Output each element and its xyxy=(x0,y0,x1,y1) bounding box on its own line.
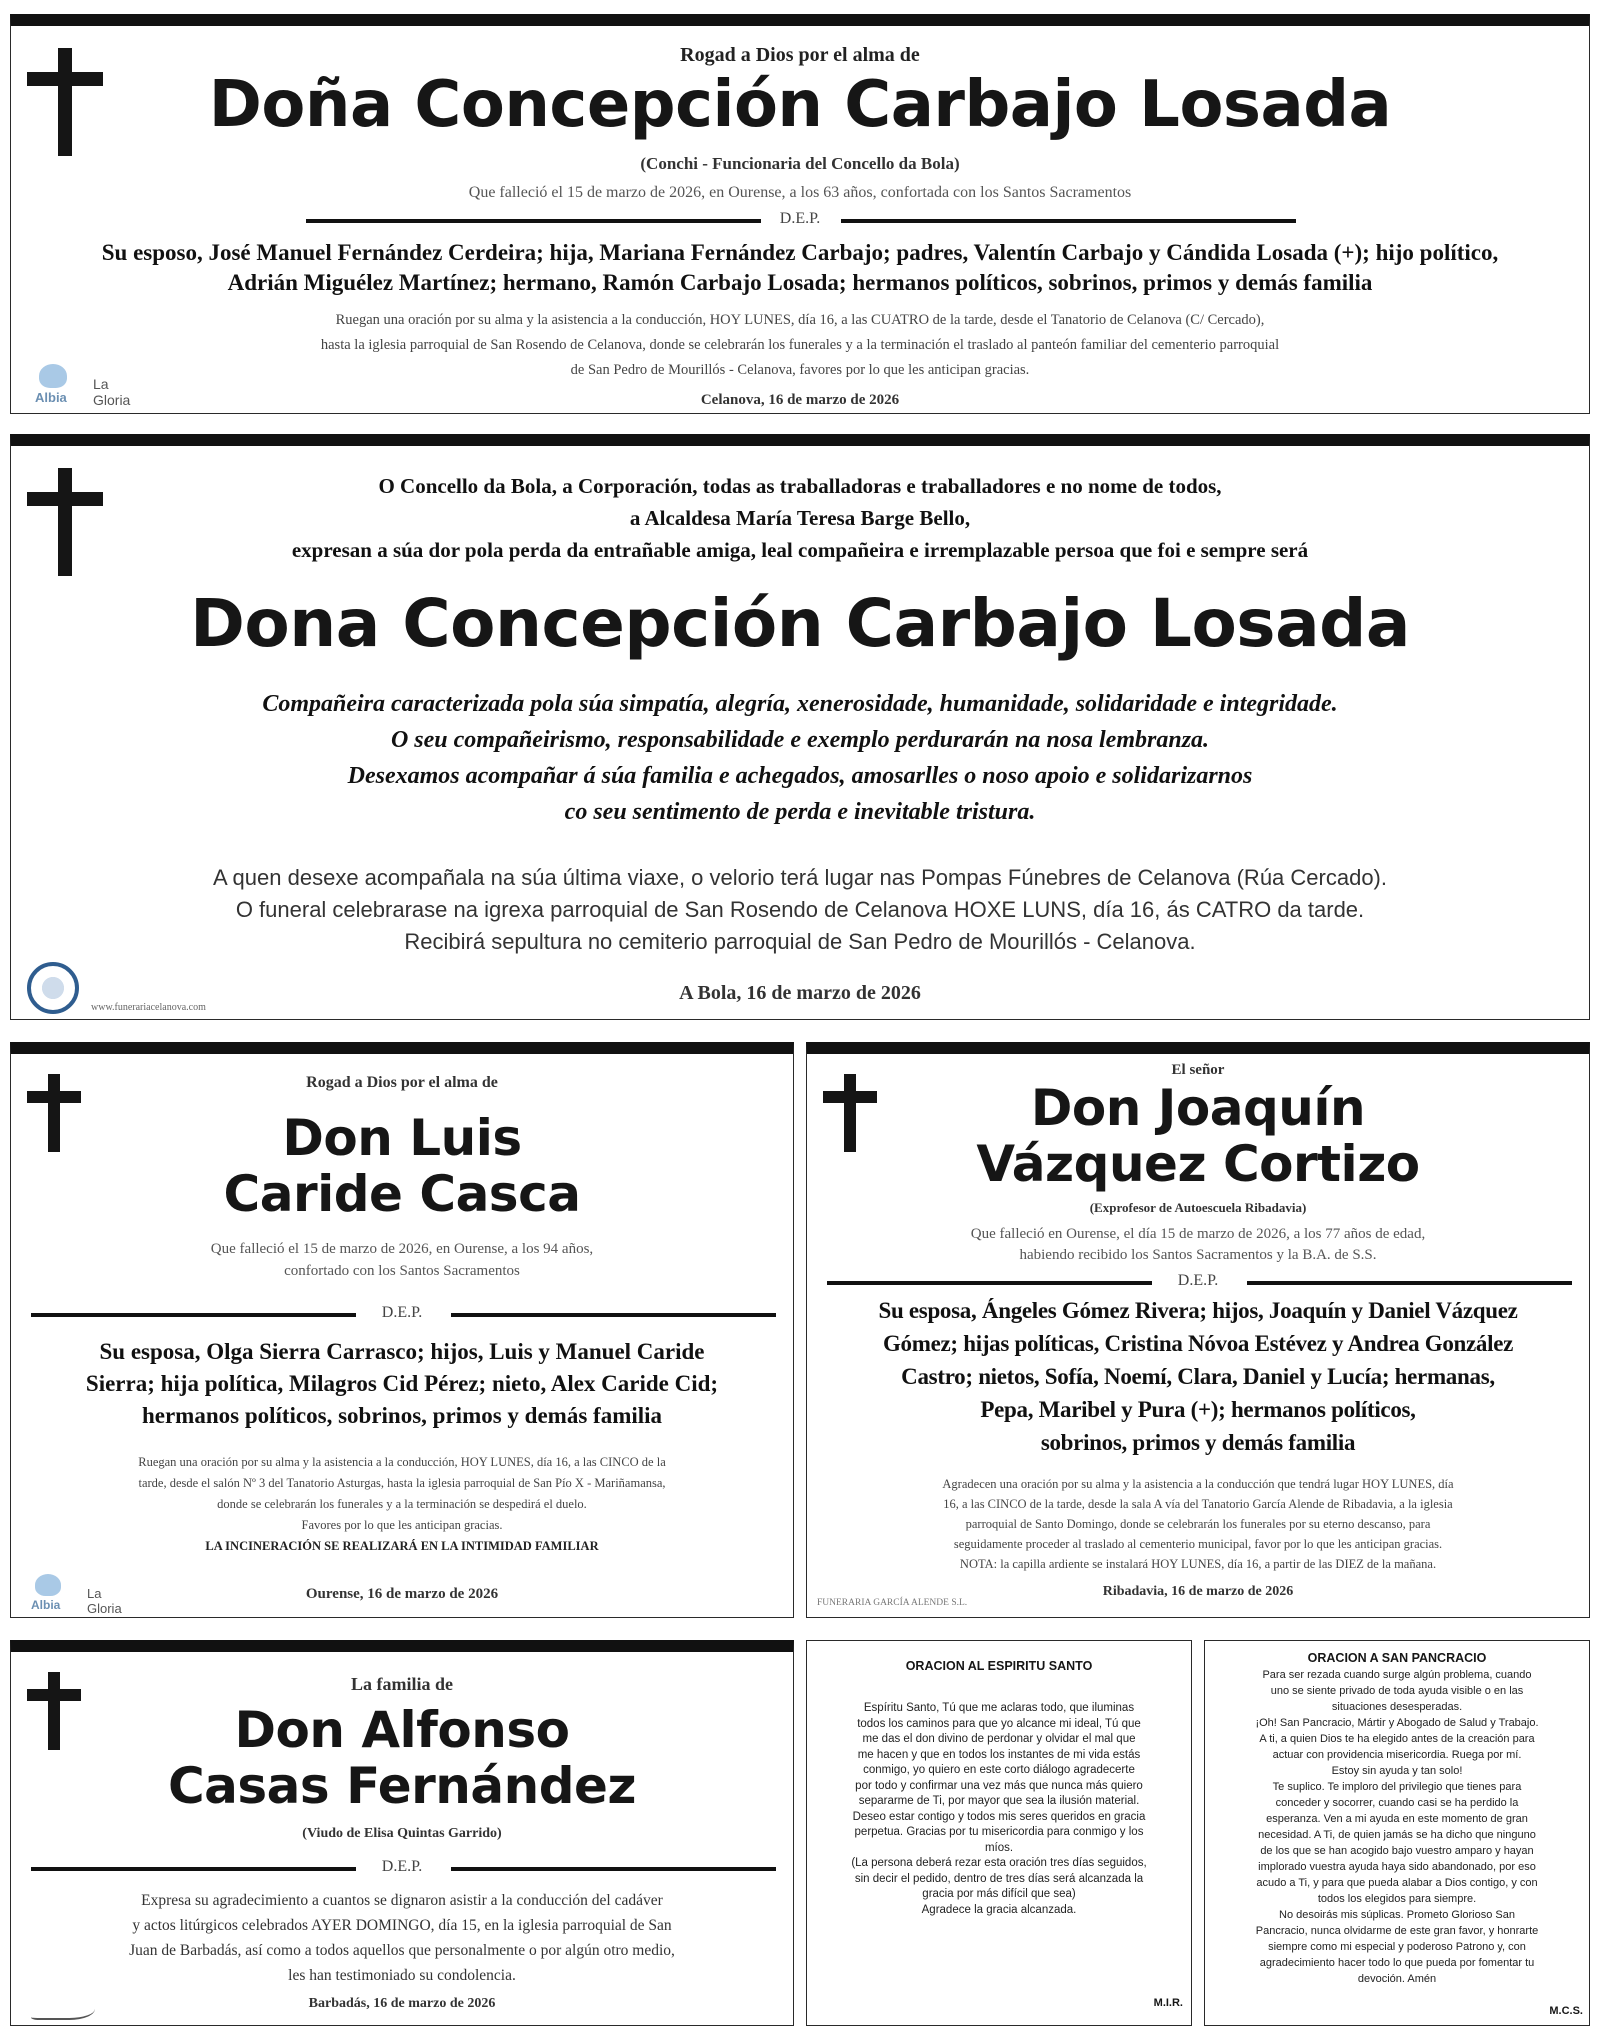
dep-label: D.E.P. xyxy=(1177,1272,1219,1289)
prayer-line: conmigo, yo quiero en este corto diálogo agradecerte xyxy=(863,1764,1135,1776)
place-date: Ribadavia, 16 de marzo de 2026 xyxy=(1102,1584,1294,1599)
dep-divider xyxy=(11,210,1589,228)
prayer-line: No desoirás mis súplicas. Prometo Glorioso San xyxy=(1279,1909,1515,1921)
ceremony-details: Agradecen una oración por su alma y la asistencia a la conducción que tendrá lugar HOY LUNES, día 16, a las CINCO de la tarde, desde la sala A vía del Tanatorio García Alende de Ribadavia, a la iglesia parroquial de Santo Domingo, donde se celebrarán los funerales por su eterno descanso, para seguidamente proceder al traslado al cementerio municipal, favor por lo que les anticipan gracias. NOTA: la capilla ardiente se instalará HOY LUNES, día 16, a partir de las DIEZ de la mañana. xyxy=(942,1477,1454,1571)
place-date: A Bola, 16 de marzo de 2026 xyxy=(679,982,921,1004)
family-list: Su esposa, Olga Sierra Carrasco; hijos, Luis y Manuel Caride Sierra; hija política, Milagros Cid Pérez; nieto, Alex Caride Cid; hermanos políticos, sobrinos, primos y demás familia xyxy=(85,1339,719,1428)
funeraria-web: www.funerariacelanova.com xyxy=(91,1002,206,1013)
prayer-line: agradecimiento hacer todo lo que pueda por fomentar tu xyxy=(1259,1957,1535,1969)
prayer-espiritu-santo xyxy=(806,1640,1192,2026)
dep-divider xyxy=(11,1858,793,1876)
dep-divider xyxy=(11,1304,793,1322)
prayer-line: actuar con providencia misericordia. Ruega por mí. xyxy=(1272,1749,1522,1761)
deceased-subtitle: (Exprofesor de Autoescuela Ribadavia) xyxy=(1089,1200,1307,1215)
prayer-line: separarme de Ti, por mayor que sea la ilusión material. xyxy=(858,1795,1140,1807)
prayer-initials: M.I.R. xyxy=(1153,1997,1183,2009)
notice-header: Rogad a Dios por el alma de xyxy=(680,44,920,66)
condolence-intro: O Concello da Bola, a Corporación, todas as traballadoras e traballadores e no nome de todos, a Alcaldesa María Teresa Barge Bello, expresan a súa dor pola perda da entrañable amiga, leal compañeira e irremplazable persoa que foi e sempre será xyxy=(291,474,1309,562)
prayer-line: ¡Oh! San Pancracio, Mártir y Abogado de Salud y Trabajo. xyxy=(1255,1717,1539,1729)
prayer-line: todos los caminos para que yo alcance mi ideal, Tú que xyxy=(857,1717,1141,1730)
tribute-text: Compañeira caracterizada pola súa simpatía, alegría, xenerosidade, humanidade, solidaridade e integridade. O seu compañeirismo, responsabilidade e exemplo perdurarán na nosa lembranza. Desexamos acompañar á súa familia e achegados, amosarlles o noso apoio e solidarizarnos co seu sentimento de perda e inevitable tristura. xyxy=(262,691,1338,825)
prayer-san-pancracio xyxy=(1204,1640,1590,2026)
prayer-line: me hacen y que en todos los instantes de mi vida estás xyxy=(857,1748,1141,1761)
prayer-line: perpetua. Gracias por tu misericordia para conmigo y los xyxy=(854,1826,1144,1838)
dep-label: D.E.P. xyxy=(381,1858,423,1875)
drop-icon xyxy=(39,364,67,388)
prayer-line: todos los elegidos para siempre. xyxy=(1317,1893,1477,1905)
death-details: Que falleció el 15 de marzo de 2026, en Ourense, a los 63 años, confortada con los Santos Sacramentos xyxy=(468,184,1132,201)
family-list: Su esposo, José Manuel Fernández Cerdeira; hija, Mariana Fernández Carbajo; padres, Valentín Carbajo y Cándida Losada (+); hijo político, Adrián Miguélez Martínez; hermano, Ramón Carbajo Losada; hermanos políticos, sobrinos, primos y demás familia xyxy=(101,240,1499,295)
prayer-line: de los que se han acogido bajo vuestro amparo y hayan xyxy=(1260,1845,1534,1857)
place-date: Celanova, 16 de marzo de 2026 xyxy=(700,392,900,408)
prayer-line: Para ser rezada cuando surge algún problema, cuando xyxy=(1262,1669,1532,1681)
place-date: Ourense, 16 de marzo de 2026 xyxy=(305,1586,499,1602)
prayer-text xyxy=(813,1701,1185,1918)
dep-label: D.E.P. xyxy=(381,1304,423,1321)
ceremony-details: Ruegan una oración por su alma y la asistencia a la conducción, HOY LUNES, día 16, a las CUATRO de la tarde, desde el Tanatorio de Celanova (C/ Cercado), hasta la iglesia parroquial de San Rosendo de Celanova, donde se celebrarán los funerales y a la terminación el traslado al panteón familiar del cementerio parroquial de San Pedro de Mourillós - Celanova, favores por lo que les anticipan gracias. xyxy=(320,312,1280,378)
prayer-line: Espíritu Santo, Tú que me aclaras todo, que iluminas xyxy=(863,1702,1135,1714)
prayer-line: Estoy sin ayuda y tan solo! xyxy=(1331,1765,1463,1777)
deceased-name: Dona Concepción Carbajo Losada xyxy=(190,585,1410,662)
prayer-line: me das el don divino de perdonar y olvidar el mal que xyxy=(862,1733,1136,1745)
death-details: Que falleció el 15 de marzo de 2026, en Ourense, a los 94 años, confortado con los Santos Sacramentos xyxy=(210,1241,594,1279)
ceremony-details: Ruegan una oración por su alma y la asistencia a la conducción, HOY LUNES, día 16, a las CINCO de la tarde, desde el salón Nº 3 del Tanatorio Asturgas, hasta la iglesia parroquial de San Pío X - Mariñamansa, donde se celebrarán los funerales y a la terminación se despedirá el duelo. Favores por lo que les anticipan gracias. LA INCINERACIÓN SE REALIZARÁ EN LA INTIMIDAD FAMILIAR xyxy=(138,1455,666,1553)
notice-header: La familia de xyxy=(351,1674,453,1694)
obituary-luis-caride xyxy=(10,1042,794,1618)
deceased-name: Doña Concepción Carbajo Losada xyxy=(208,68,1392,142)
albia-logo: Albia La Gloria xyxy=(31,364,141,414)
family-list: Su esposa, Ángeles Gómez Rivera; hijos, Joaquín y Daniel Vázquez Gómez; hijas políticas, Cristina Nóvoa Estévez y Andrea González Castro; nietos, Sofía, Noemí, Clara, Daniel y Lucía; hermanas, Pepa, Maribel y Pura (+); hermanos políticos, sobrinos, primos y demás familia xyxy=(878,1298,1518,1455)
prayer-line: A ti, a quien Dios te ha elegido antes de la creación para xyxy=(1259,1733,1535,1745)
prayer-line: Deseo estar contigo y todos mis seres queridos en gracia xyxy=(852,1810,1146,1823)
prayer-line: implorado vuestra ayuda haya sido abandonado, por eso xyxy=(1258,1861,1536,1873)
prayer-initials: M.C.S. xyxy=(1549,2005,1583,2017)
prayer-line: gracia por más difícil que sea) xyxy=(922,1888,1076,1900)
notice-header: Rogad a Dios por el alma de xyxy=(306,1074,498,1091)
prayer-line: acudo a Ti, y para que pueda alabar a Dios contigo, y con xyxy=(1256,1877,1538,1889)
prayer-line: esperanza. Ven a mi ayuda en este momento de gran xyxy=(1266,1813,1528,1825)
prayer-title: ORACION A SAN PANCRACIO xyxy=(1307,1651,1487,1665)
prayer-line: por todo y confirmar una vez más que nunca más quiero xyxy=(855,1779,1143,1792)
albia-logo: Albia La Gloria xyxy=(27,1574,137,1618)
condolence-concello-da-bola xyxy=(10,434,1590,1020)
prayer-line: necesidad. A Ti, de quien jamás se ha dicho que ninguno xyxy=(1258,1829,1536,1841)
prayer-line: (La persona deberá rezar esta oración tres días seguidos, xyxy=(851,1857,1147,1869)
prayer-line: situaciones desesperadas. xyxy=(1331,1701,1463,1713)
obituary-concepcion-carbajo xyxy=(10,14,1590,414)
dep-label: D.E.P. xyxy=(779,210,821,227)
thanks-alfonso-casas xyxy=(10,1640,794,2026)
deceased-subtitle: (Viudo de Elisa Quintas Garrido) xyxy=(302,1826,502,1841)
deceased-name: Don Joaquín Vázquez Cortizo xyxy=(976,1079,1420,1193)
prayer-line: siempre como mi especial y poderoso Patrono y, con xyxy=(1268,1941,1526,1953)
funeral-info: A quen desexe acompañala na súa última viaxe, o velorio terá lugar nas Pompas Fúnebres de Celanova (Rúa Cercado). O funeral celebrarase na igrexa parroquial de San Rosendo de Celanova HOXE LUNS, día 16, ás CATRO da tarde. Recibirá sepultura no cemiterio parroquial de San Pedro de Mourillós - Celanova. xyxy=(212,865,1387,954)
prayer-line: sin decir el pedido, dentro de tres días será alcanzada la xyxy=(854,1872,1144,1885)
drop-icon xyxy=(35,1574,61,1596)
prayer-line: Agradece la gracia alcanzada. xyxy=(921,1903,1077,1916)
deceased-subtitle: (Conchi - Funcionaria del Concello da Bola) xyxy=(640,154,960,173)
dep-divider xyxy=(807,1272,1589,1290)
prayer-line: Te suplico. Te imploro del privilegio que tienes para xyxy=(1272,1781,1522,1793)
deceased-name: Don Alfonso Casas Fernández xyxy=(167,1701,637,1815)
deceased-name: Don Luis Caride Casca xyxy=(223,1109,581,1223)
prayer-line: conceder y socorrer, cuando casi se ha perdido la xyxy=(1275,1797,1519,1809)
funeraria-signature-logo xyxy=(31,1992,95,2020)
place-date: Barbadás, 16 de marzo de 2026 xyxy=(308,1996,496,2011)
prayer-text xyxy=(1209,1667,1585,1987)
prayer-title: ORACION AL ESPIRITU SANTO xyxy=(905,1659,1093,1673)
funeraria-celanova-logo xyxy=(27,962,79,1014)
prayer-line: uno se siente privado de toda ayuda visible o en las xyxy=(1270,1685,1524,1697)
prayer-line: devoción. Amén xyxy=(1357,1973,1437,1985)
prayer-line: Pancracio, nunca olvidarme de este gran favor, y honrarte xyxy=(1255,1925,1539,1937)
funeraria-name: FUNERARIA GARCÍA ALENDE S.L. xyxy=(817,1598,968,1608)
prayer-line: míos. xyxy=(984,1841,1014,1854)
death-details: Que falleció en Ourense, el día 15 de marzo de 2026, a los 77 años de edad, habiendo recibido los Santos Sacramentos y la B.A. de S.S. xyxy=(970,1226,1426,1263)
thanks-text: Expresa su agradecimiento a cuantos se dignaron asistir a la conducción del cadáver y actos litúrgicos celebrados AYER DOMINGO, día 15, en la iglesia parroquial de San Juan de Barbadás, así como a todos aquellos que personalmente o por algún otro medio, les han testimoniado su condolencia. xyxy=(129,1892,675,1984)
obituary-joaquin-vazquez xyxy=(806,1042,1590,1618)
notice-header: El señor xyxy=(1171,1062,1225,1078)
